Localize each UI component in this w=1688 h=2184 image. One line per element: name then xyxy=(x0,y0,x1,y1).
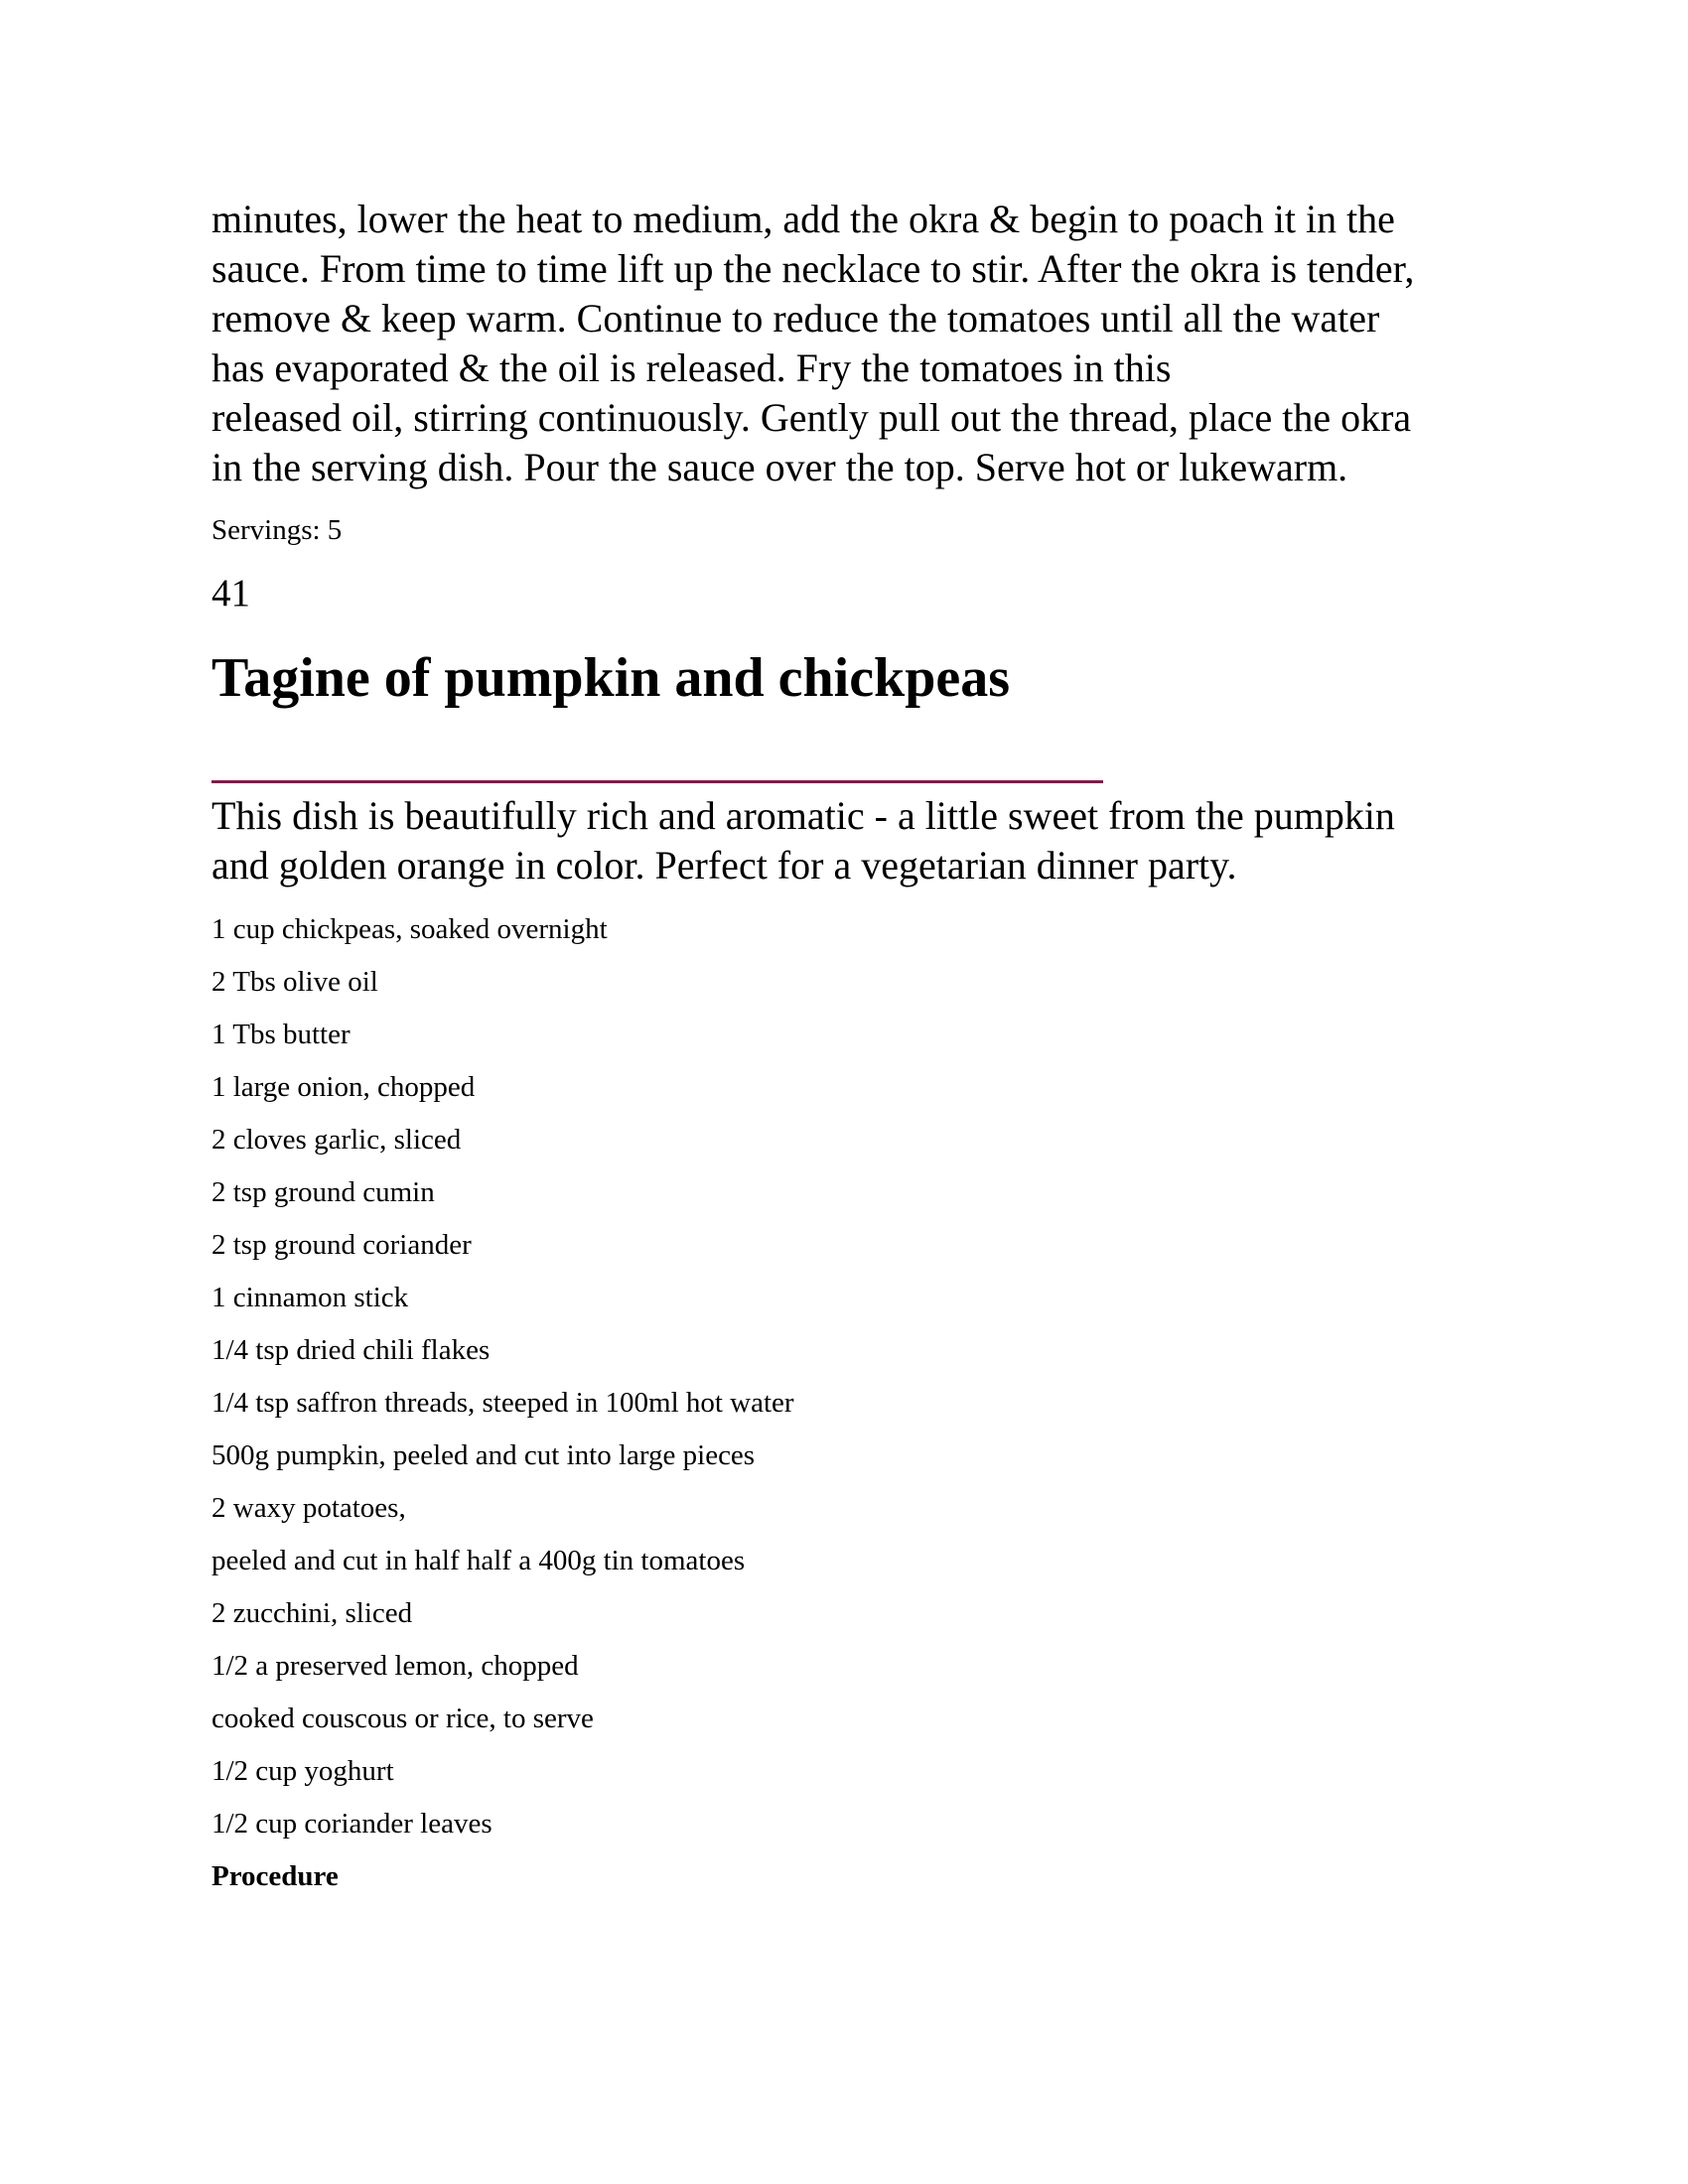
recipe-intro xyxy=(211,791,1502,890)
continuation-line: sauce. From time to time lift up the necklace to stir. After the okra is tender, xyxy=(211,246,1415,291)
continuation-line: released oil, stirring continuously. Gently pull out the thread, place the okra xyxy=(211,395,1412,440)
ingredient-item: 1 cinnamon stick xyxy=(211,1282,409,1313)
ingredient-item: 500g pumpkin, peeled and cut into large pieces xyxy=(211,1439,756,1471)
ingredient-item: cooked couscous or rice, to serve xyxy=(211,1703,594,1734)
procedure-heading: Procedure xyxy=(211,1860,339,1892)
ingredient-item: 2 tsp ground coriander xyxy=(211,1229,472,1261)
servings-text: Servings: 5 xyxy=(211,514,343,546)
ingredient-item: 2 cloves garlic, sliced xyxy=(211,1124,462,1156)
ingredient-item: 1/2 a preserved lemon, chopped xyxy=(211,1650,579,1682)
ingredient-item: 1/4 tsp dried chili flakes xyxy=(211,1334,491,1366)
ingredient-item: 1 Tbs butter xyxy=(211,1019,351,1050)
recipe-page xyxy=(211,195,1502,1893)
title-divider xyxy=(211,780,1103,783)
recipe-title: Tagine of pumpkin and chickpeas xyxy=(211,647,1010,709)
ingredient-item: 1/2 cup coriander leaves xyxy=(211,1808,492,1840)
ingredient-item: 2 Tbs olive oil xyxy=(211,966,378,998)
ingredient-item: 1/2 cup yoghurt xyxy=(211,1755,394,1787)
ingredient-item: 2 waxy potatoes, xyxy=(211,1492,406,1524)
ingredient-list xyxy=(211,912,1502,1859)
previous-recipe-continuation xyxy=(211,195,1502,492)
continuation-line: minutes, lower the heat to medium, add the okra & begin to poach it in the xyxy=(211,197,1395,241)
continuation-line: remove & keep warm. Continue to reduce the tomatoes until all the water xyxy=(211,296,1380,341)
continuation-line: has evaporated & the oil is released. Fry the tomatoes in this xyxy=(211,345,1172,390)
page-number: 41 xyxy=(211,572,250,614)
continuation-line: in the serving dish. Pour the sauce over the top. Serve hot or lukewarm. xyxy=(211,445,1348,489)
intro-line: and golden orange in color. Perfect for a vegetarian dinner party. xyxy=(211,843,1237,887)
ingredient-item: 1/4 tsp saffron threads, steeped in 100ml hot water xyxy=(211,1387,794,1419)
ingredient-item: 2 zucchini, sliced xyxy=(211,1597,413,1629)
ingredient-item: 1 cup chickpeas, soaked overnight xyxy=(211,913,608,945)
ingredient-item: 1 large onion, chopped xyxy=(211,1071,476,1103)
intro-line: This dish is beautifully rich and aromatic - a little sweet from the pumpkin xyxy=(211,793,1395,838)
ingredient-item: 2 tsp ground cumin xyxy=(211,1176,435,1208)
ingredient-item: peeled and cut in half half a 400g tin tomatoes xyxy=(211,1545,746,1576)
